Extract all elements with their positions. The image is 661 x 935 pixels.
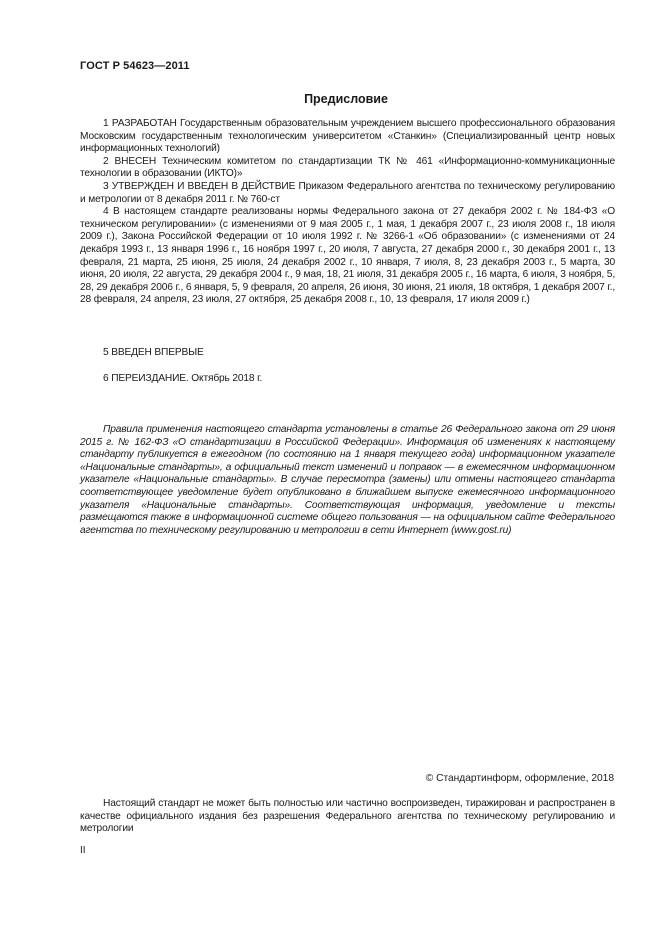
foreword-item-3: 3 УТВЕРЖДЕН И ВВЕДЕН В ДЕЙСТВИЕ Приказом Федерального агентства по техническому регулированию и метрологии от 8 декабря 2011 г. № 760-ст [80,180,615,205]
reproduction-notice [80,798,615,836]
reproduction-text: Настоящий стандарт не может быть полностью или частично воспроизведен, тиражирован и распространен в качестве официального издания без разрешения Федерального агентства по техническому регулированию и метрологии [80,798,615,835]
page-title: Предисловие [304,92,388,106]
foreword-item-4: 4 В настоящем стандарте реализованы нормы Федерального закона от 27 декабря 2002 г. № 184-ФЗ «О техническом регулировании» (с изменениями от 9 мая 2005 г., 1 мая, 1 декабря 2007 г., 23 июля 2008 г., 18 июля 2009 г.), Закона Российской Федерации от 10 июля 1992 г. № 3266-1 «Об образовании» (с изменениями от 24 декабря 1993 г., 13 января 1996 г., 16 ноября 1997 г., 20 июля, 7 августа, 27 декабря 2000 г., 30 декабря 2001 г., 13 февраля, 21 марта, 25 июня, 25 июля, 24 декабря 2002 г., 10 января, 7 июля, 8, 23 декабря 2003 г., 5 марта, 30 июня, 20 июля, 22 августа, 29 декабря 2004 г., 9 мая, 18, 21 июля, 31 декабря 2005 г., 16 марта, 6 июля, 3 ноября, 5, 28, 29 декабря 2006 г., 6 января, 5, 9 февраля, 20 апреля, 26 июня, 30 июня, 21 июля, 18 октября, 1 декабря 2007 г., 28 февраля, 24 апреля, 23 июля, 27 октября, 25 декабря 2008 г., 10, 13 февраля, 17 июля 2009 г.) [80,206,615,306]
foreword-item-6-block [80,373,615,386]
foreword-item-1: 1 РАЗРАБОТАН Государственным образовательным учреждением высшего профессионального образования Московским государственным технологическим университетом «Станкин» (Специализированный центр новых информационных технологий) [80,118,615,155]
foreword-item-5-block [80,347,615,360]
copyright-line: © Стандартинформ, оформление, 2018 [425,773,614,784]
page-number: II [80,845,86,856]
standard-usage-notice [80,424,615,537]
foreword-item-6: 6 ПЕРЕИЗДАНИЕ. Октябрь 2018 г. [103,373,263,384]
notice-text: Правила применения настоящего стандарта установлены в статье 26 Федерального закона от 29 июня 2015 г. № 162-ФЗ «О стандартизации в Российской Федерации». Информация об изменениях к настоящему стандарту публикуется в ежегодном (по состоянию на 1 января текущего года) информационном указателе «Национальные стандарты», а официальный текст изменений и поправок — в ежемесячном информационном указателе «Национальные стандарты». В случае пересмотра (замены) или отмены настоящего стандарта соответствующее уведомление будет опубликовано в ближайшем выпуске ежемесячного информационного указателя «Национальные стандарты». Соответствующая информация, уведомление и тексты размещаются также в информационной системе общего пользования — на официальном сайте Федерального агентства по техническому регулированию и метрологии в сети Интернет (www.gost.ru) [80,424,615,536]
foreword-item-2: 2 ВНЕСЕН Техническим комитетом по стандартизации ТК № 461 «Информационно-коммуникационные технологии в образовании (ИКТО)» [80,155,615,180]
document-code: ГОСТ Р 54623—2011 [80,60,190,72]
foreword-main-block [80,118,615,307]
foreword-item-5: 5 ВВЕДЕН ВПЕРВЫЕ [103,347,204,358]
